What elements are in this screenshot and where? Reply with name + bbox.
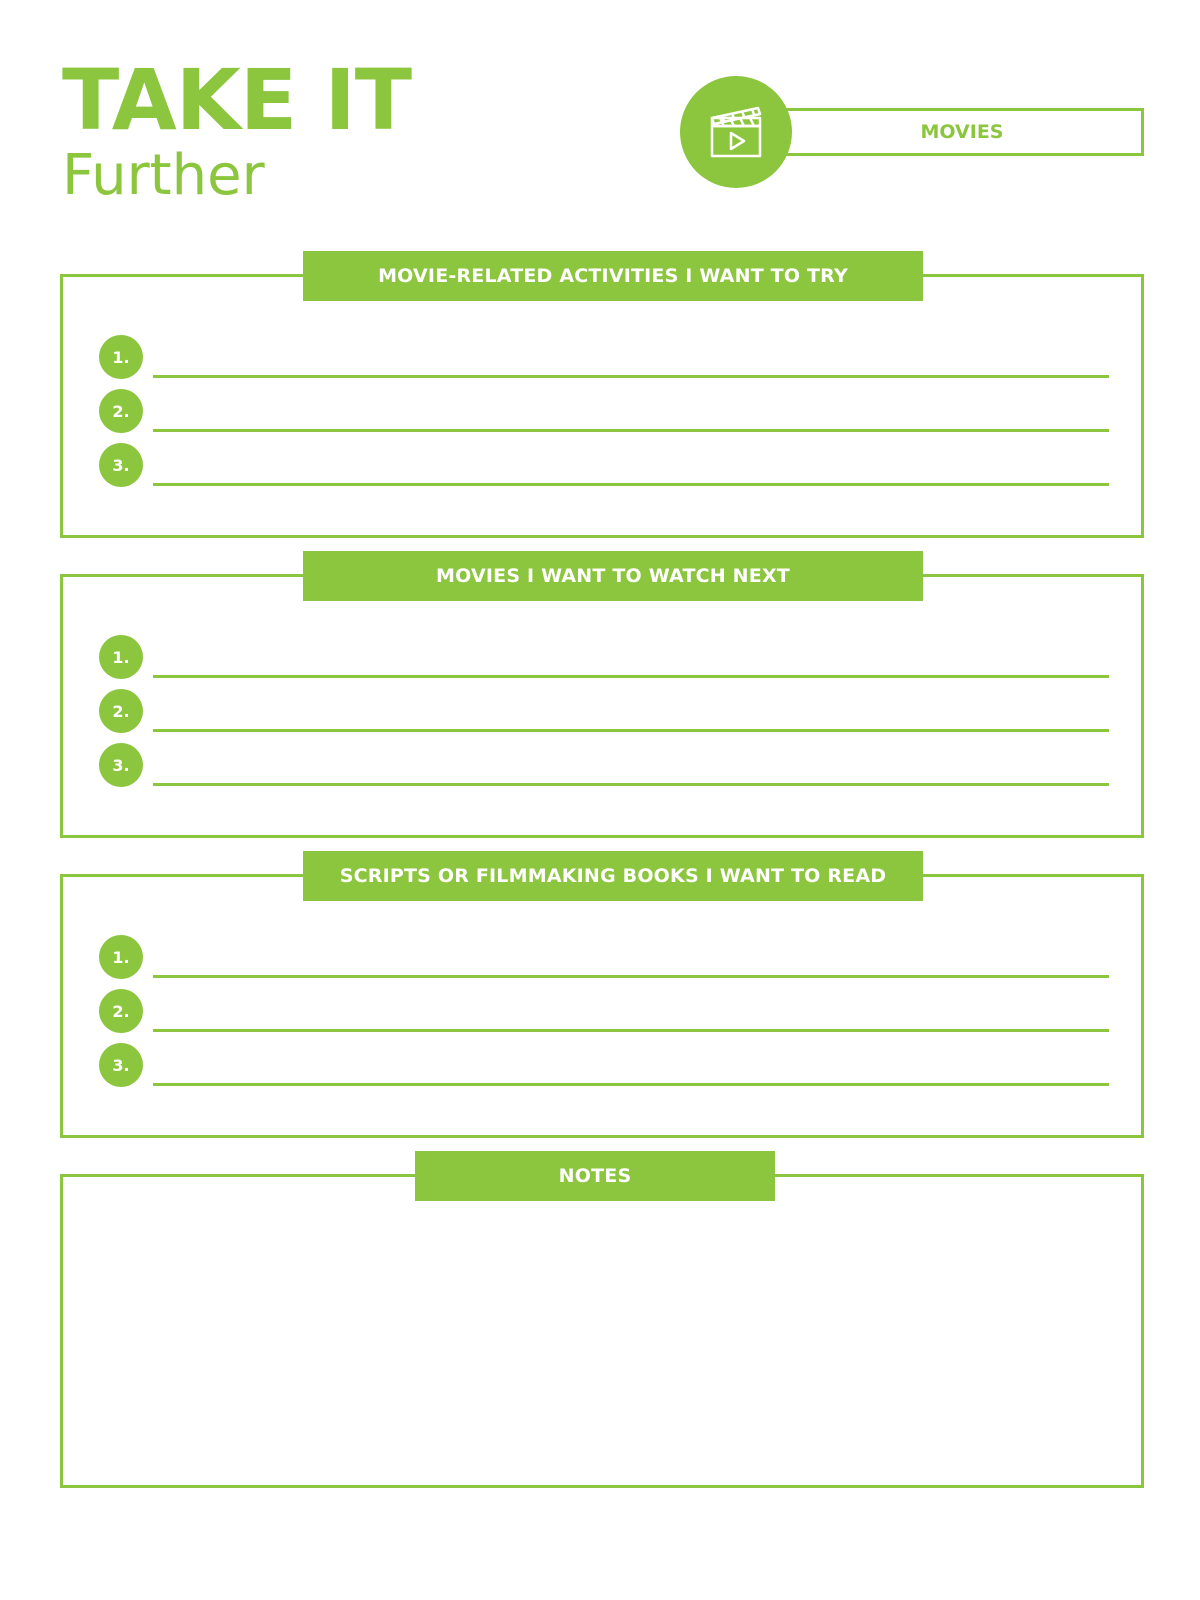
number-badge: 3.: [99, 1043, 143, 1087]
category-label: MOVIES: [920, 121, 1004, 143]
section-movies-to-watch: [60, 565, 1144, 838]
number-badge: 1.: [99, 935, 143, 979]
section-header: [303, 251, 923, 301]
page-subtitle: Further: [62, 143, 265, 208]
section-books-to-read: [60, 865, 1144, 1138]
number-badge: 3.: [99, 443, 143, 487]
section-title: NOTES: [558, 1165, 632, 1187]
write-line[interactable]: [153, 783, 1109, 786]
number-badge: 2.: [99, 689, 143, 733]
list-item[interactable]: [99, 635, 1109, 681]
section-header: [303, 851, 923, 901]
list-item[interactable]: [99, 1043, 1109, 1089]
write-line[interactable]: [153, 429, 1109, 432]
section-title: MOVIES I WANT TO WATCH NEXT: [436, 565, 790, 587]
write-line[interactable]: [153, 675, 1109, 678]
list-item[interactable]: [99, 743, 1109, 789]
list-item[interactable]: [99, 689, 1109, 735]
write-line[interactable]: [153, 375, 1109, 378]
number-badge: 1.: [99, 635, 143, 679]
section-header: [303, 551, 923, 601]
number-badge: 1.: [99, 335, 143, 379]
write-line[interactable]: [153, 729, 1109, 732]
section-activities: [60, 265, 1144, 538]
list-item[interactable]: [99, 989, 1109, 1035]
section-title: MOVIE-RELATED ACTIVITIES I WANT TO TRY: [378, 265, 848, 287]
page-title: TAKE IT: [62, 51, 412, 149]
write-line[interactable]: [153, 483, 1109, 486]
write-line[interactable]: [153, 975, 1109, 978]
list-item[interactable]: [99, 935, 1109, 981]
section-header: [415, 1151, 775, 1201]
clapperboard-icon: [704, 100, 768, 164]
section-title: SCRIPTS OR FILMMAKING BOOKS I WANT TO READ: [339, 865, 887, 887]
write-line[interactable]: [153, 1029, 1109, 1032]
list-item[interactable]: [99, 443, 1109, 489]
number-badge: 2.: [99, 989, 143, 1033]
category-icon-badge: [680, 76, 792, 188]
number-badge: 2.: [99, 389, 143, 433]
number-badge: 3.: [99, 743, 143, 787]
list-item[interactable]: [99, 335, 1109, 381]
write-line[interactable]: [153, 1083, 1109, 1086]
list-item[interactable]: [99, 389, 1109, 435]
category-label-box: [760, 108, 1144, 156]
section-notes[interactable]: [60, 1165, 1144, 1488]
